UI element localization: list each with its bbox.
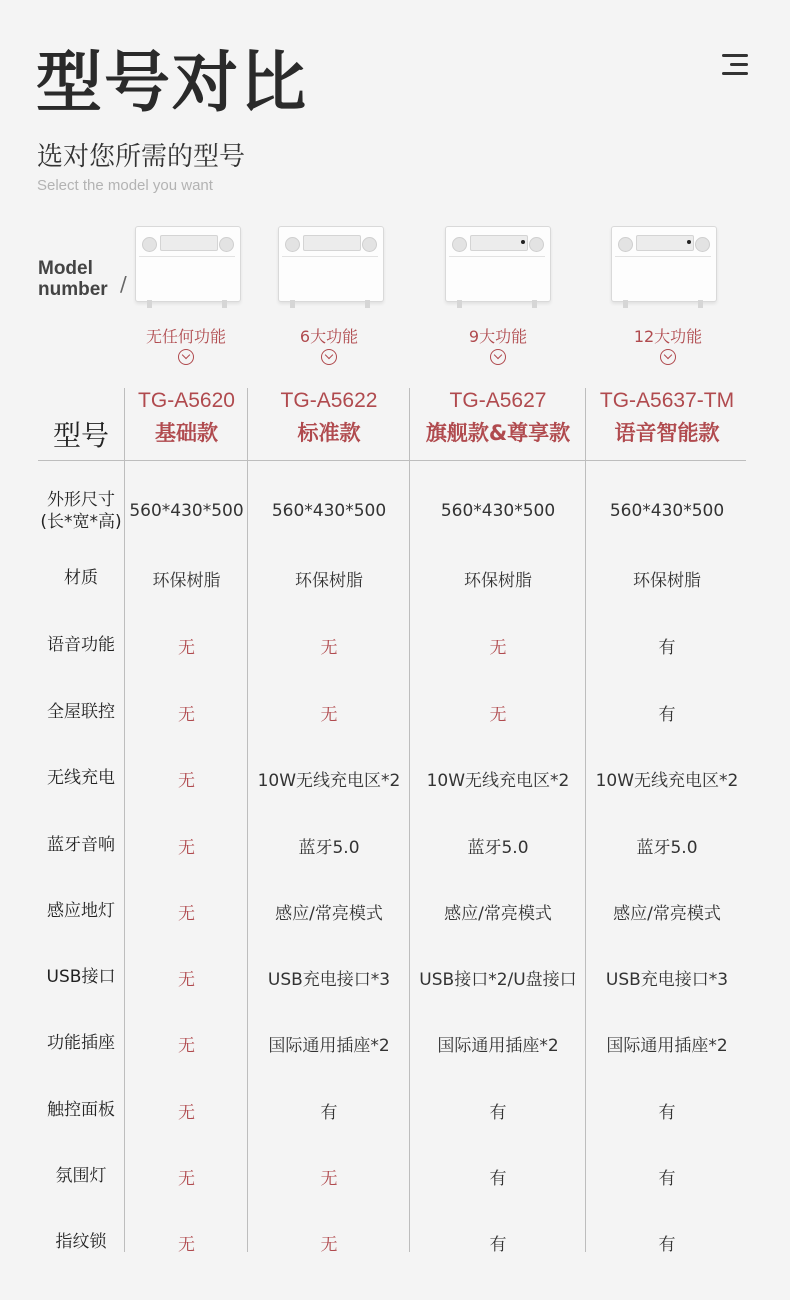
product-drawer xyxy=(449,256,545,295)
table-cell: 环保树脂 xyxy=(295,570,363,591)
product-body xyxy=(135,226,241,302)
table-row xyxy=(38,944,748,1010)
table-cell: 国际通用插座*2 xyxy=(268,1035,390,1056)
table-cell: 有 xyxy=(658,1168,676,1189)
table-cell: 环保树脂 xyxy=(633,570,701,591)
table-row xyxy=(38,545,748,611)
table-row xyxy=(38,745,748,811)
model-column-header xyxy=(410,388,586,446)
model-tier: 旗舰款&尊享款 xyxy=(425,421,571,445)
table-cell: 国际通用插座*2 xyxy=(606,1035,728,1056)
model-code: TG-A5620 xyxy=(138,389,235,412)
table-cell: 无 xyxy=(178,1035,195,1056)
product-panel xyxy=(470,235,528,251)
table-cell: 10W无线充电区*2 xyxy=(595,770,739,791)
table-cell: 国际通用插座*2 xyxy=(437,1035,559,1056)
product-drawer xyxy=(615,256,711,295)
header-divider xyxy=(38,460,746,461)
speaker-icon xyxy=(529,237,544,252)
menu-icon-bar xyxy=(722,72,748,75)
table-cell: 无 xyxy=(320,1234,338,1255)
table-cell: 环保树脂 xyxy=(464,570,532,591)
table-cell: 有 xyxy=(658,1234,676,1255)
row-label: 语音功能 xyxy=(47,635,115,655)
product-panel xyxy=(636,235,694,251)
model-label-line1: Model xyxy=(38,258,93,279)
product-leg xyxy=(290,300,295,308)
table-cell: 有 xyxy=(658,1102,676,1123)
table-cell: 无 xyxy=(178,903,195,924)
model-column-header xyxy=(586,388,748,446)
table-row xyxy=(38,612,748,678)
bedside-table-image xyxy=(135,226,239,306)
product-body xyxy=(278,226,384,302)
menu-icon-bar xyxy=(722,54,748,57)
model-column-header xyxy=(248,388,410,446)
menu-icon[interactable] xyxy=(718,54,748,78)
bedside-table-image xyxy=(611,226,715,306)
product-leg xyxy=(623,300,628,308)
product-body xyxy=(445,226,551,302)
product-leg xyxy=(147,300,152,308)
table-cell: 感应/常亮模式 xyxy=(444,903,552,924)
table-cell: 10W无线充电区*2 xyxy=(426,770,570,791)
table-header-label: 型号 xyxy=(52,419,109,452)
table-row xyxy=(38,1010,748,1076)
table-cell: 无 xyxy=(178,770,195,791)
model-tier: 基础款 xyxy=(155,421,218,445)
chevron-down-icon xyxy=(321,349,337,365)
model-code: TG-A5627 xyxy=(449,389,547,412)
chevron-down-icon xyxy=(660,349,676,365)
table-cell: 感应/常亮模式 xyxy=(613,903,721,924)
product-body xyxy=(611,226,717,302)
page-title: 型号对比 xyxy=(36,44,308,121)
chevron-down-icon xyxy=(178,349,194,365)
table-cell: USB充电接口*3 xyxy=(267,969,391,990)
camera-dot xyxy=(687,240,691,244)
product-leg xyxy=(532,300,537,308)
feature-count-label: 9大功能 xyxy=(468,327,528,346)
table-row xyxy=(38,878,748,944)
table-row xyxy=(38,478,748,544)
table-row xyxy=(38,1077,748,1143)
table-cell: 有 xyxy=(320,1102,338,1123)
table-cell: 有 xyxy=(658,637,676,658)
product-leg xyxy=(365,300,370,308)
table-cell: 无 xyxy=(489,704,507,725)
product-panel xyxy=(160,235,218,251)
speaker-icon xyxy=(285,237,300,252)
table-cell: 无 xyxy=(178,1168,195,1189)
menu-icon-bar xyxy=(730,63,748,66)
table-cell: 无 xyxy=(178,637,195,658)
table-cell: 有 xyxy=(658,704,676,725)
model-column-header xyxy=(125,388,248,446)
model-tier: 标准款 xyxy=(297,421,361,445)
table-cell: 无 xyxy=(489,637,507,658)
row-label: 氛围灯 xyxy=(55,1166,107,1186)
table-cell: 无 xyxy=(178,969,195,990)
table-cell: 无 xyxy=(178,837,195,858)
speaker-icon xyxy=(142,237,157,252)
table-cell: 蓝牙5.0 xyxy=(298,837,360,858)
product-drawer xyxy=(139,256,235,295)
table-cell: 无 xyxy=(320,637,338,658)
product-leg xyxy=(222,300,227,308)
table-cell: 无 xyxy=(178,704,195,725)
table-cell: 环保树脂 xyxy=(152,570,221,591)
table-cell: 560*430*500 xyxy=(271,501,387,521)
table-cell: 蓝牙5.0 xyxy=(467,837,529,858)
product-panel xyxy=(303,235,361,251)
row-label: USB接口 xyxy=(46,967,116,987)
speaker-icon xyxy=(219,237,234,252)
product-leg xyxy=(457,300,462,308)
table-cell: 560*430*500 xyxy=(440,501,556,521)
table-cell: 蓝牙5.0 xyxy=(636,837,698,858)
table-cell: 有 xyxy=(489,1234,507,1255)
table-row xyxy=(38,679,748,745)
model-label-slash: / xyxy=(120,272,127,296)
bedside-table-image xyxy=(278,226,382,306)
row-label: 全屋联控 xyxy=(47,702,115,722)
page-subtitle-en: Select the model you want xyxy=(37,177,213,194)
page-subtitle: 选对您所需的型号 xyxy=(37,142,246,172)
row-label: 无线充电 xyxy=(47,768,115,788)
table-row xyxy=(38,812,748,878)
bedside-table-image xyxy=(445,226,549,306)
table-cell: 有 xyxy=(489,1168,507,1189)
camera-dot xyxy=(521,240,525,244)
table-row xyxy=(38,1209,748,1275)
model-tier: 语音智能款 xyxy=(614,421,720,445)
model-label-line2: number xyxy=(38,279,108,300)
table-cell: 无 xyxy=(178,1102,195,1123)
feature-count-label: 无任何功能 xyxy=(145,327,226,346)
row-label: 功能插座 xyxy=(47,1033,115,1053)
table-cell: 10W无线充电区*2 xyxy=(257,770,401,791)
table-cell: 无 xyxy=(320,1168,338,1189)
table-row xyxy=(38,1143,748,1209)
table-cell: USB充电接口*3 xyxy=(605,969,729,990)
table-cell: 有 xyxy=(489,1102,507,1123)
row-label: 感应地灯 xyxy=(47,901,115,921)
speaker-icon xyxy=(362,237,377,252)
row-label: 外形尺寸 (长*宽*高) xyxy=(40,490,122,532)
model-number-label xyxy=(38,258,108,300)
row-label: 材质 xyxy=(64,568,98,588)
table-cell: 感应/常亮模式 xyxy=(275,903,383,924)
table-cell: 560*430*500 xyxy=(609,501,725,521)
table-cell: 无 xyxy=(178,1234,195,1255)
row-label: 蓝牙音响 xyxy=(47,835,115,855)
product-leg xyxy=(698,300,703,308)
table-cell: 无 xyxy=(320,704,338,725)
model-code: TG-A5637-TM xyxy=(599,389,735,412)
feature-count-label: 12大功能 xyxy=(633,327,703,346)
table-cell: USB接口*2/U盘接口 xyxy=(419,969,577,990)
speaker-icon xyxy=(618,237,633,252)
speaker-icon xyxy=(695,237,710,252)
model-code: TG-A5622 xyxy=(280,389,378,412)
chevron-down-icon xyxy=(490,349,506,365)
speaker-icon xyxy=(452,237,467,252)
row-label: 触控面板 xyxy=(47,1100,115,1120)
row-label: 指纹锁 xyxy=(55,1232,107,1252)
table-cell: 560*430*500 xyxy=(129,501,244,521)
feature-count-label: 6大功能 xyxy=(299,327,359,346)
product-drawer xyxy=(282,256,378,295)
